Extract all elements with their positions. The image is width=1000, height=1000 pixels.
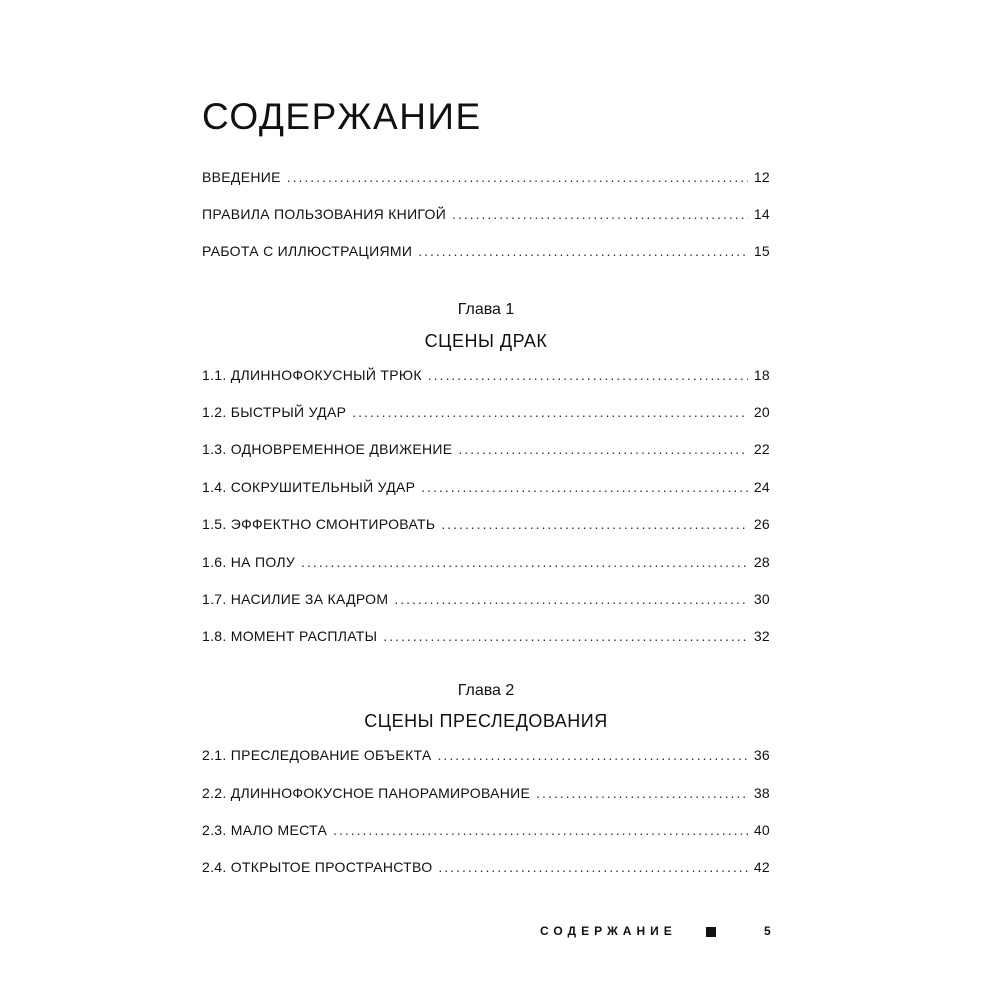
dot-leader: [301, 554, 748, 570]
toc-entry-1-6[interactable]: [202, 554, 770, 576]
dot-leader: [452, 206, 748, 222]
toc-entry-1-8[interactable]: [202, 628, 770, 650]
toc-entry-page: 22: [753, 441, 770, 457]
toc-entry-page: 40: [753, 822, 770, 838]
toc-entry-intro[interactable]: [202, 169, 770, 191]
toc-entry-1-3[interactable]: [202, 441, 770, 463]
dot-leader: [438, 747, 748, 763]
toc-entry-page: 28: [753, 554, 770, 570]
toc-entry-page: 32: [753, 628, 770, 644]
toc-entry-1-4[interactable]: [202, 479, 770, 501]
toc-entry-page: 18: [753, 367, 770, 383]
dot-leader: [352, 404, 748, 420]
chapter-2-title[interactable]: СЦЕНЫ ПРЕСЛЕДОВАНИЯ: [364, 711, 608, 731]
toc-entry-label: ПРАВИЛА ПОЛЬЗОВАНИЯ КНИГОЙ: [202, 206, 447, 222]
toc-entry-label: 2.3. МАЛО МЕСТА: [202, 822, 328, 838]
toc-entry-label: 1.8. МОМЕНТ РАСПЛАТЫ: [202, 628, 378, 644]
toc-entry-label: 1.6. НА ПОЛУ: [202, 554, 296, 570]
page-title: СОДЕРЖАНИЕ: [202, 96, 482, 137]
toc-entry-page: 12: [753, 169, 770, 185]
toc-entry-label: 2.4. ОТКРЫТОЕ ПРОСТРАНСТВО: [202, 859, 433, 875]
toc-entry-page: 30: [753, 591, 770, 607]
toc-entry-page: 24: [753, 479, 770, 495]
toc-entry-page: 14: [753, 206, 770, 222]
dot-leader: [421, 479, 748, 495]
toc-entry-2-3[interactable]: [202, 822, 770, 844]
toc-entry-label: 2.2. ДЛИННОФОКУСНОЕ ПАНОРАМИРОВАНИЕ: [202, 785, 531, 801]
toc-entry-2-1[interactable]: [202, 747, 770, 769]
toc-entry-page: 26: [753, 516, 770, 532]
toc-entry-label: 1.3. ОДНОВРЕМЕННОЕ ДВИЖЕНИЕ: [202, 441, 453, 457]
toc-entry-label: 1.2. БЫСТРЫЙ УДАР: [202, 404, 347, 420]
chapter-1-number: Глава 1: [457, 301, 515, 318]
dot-leader: [383, 628, 747, 644]
toc-entry-1-2[interactable]: [202, 404, 770, 426]
toc-entry-page: 42: [753, 859, 770, 875]
toc-entry-illustrations[interactable]: [202, 243, 770, 265]
toc-entry-page: 36: [753, 747, 770, 763]
toc-entry-label: 2.1. ПРЕСЛЕДОВАНИЕ ОБЪЕКТА: [202, 747, 432, 763]
dot-leader: [441, 516, 747, 532]
dot-leader: [394, 591, 747, 607]
toc-entry-1-5[interactable]: [202, 516, 770, 538]
dot-leader: [458, 441, 747, 457]
toc-entry-label: 1.7. НАСИЛИЕ ЗА КАДРОМ: [202, 591, 389, 607]
toc-entry-label: 1.1. ДЛИННОФОКУСНЫЙ ТРЮК: [202, 367, 422, 383]
dot-leader: [428, 367, 748, 383]
page-number: 5: [764, 924, 771, 938]
toc-entry-label: РАБОТА С ИЛЛЮСТРАЦИЯМИ: [202, 243, 413, 259]
toc-entry-1-7[interactable]: [202, 591, 770, 613]
dot-leader: [333, 822, 748, 838]
chapter-2-number: Глава 2: [457, 682, 515, 699]
dot-leader: [438, 859, 747, 875]
chapter-1-title[interactable]: СЦЕНЫ ДРАК: [424, 331, 548, 351]
toc-entry-page: 38: [753, 785, 770, 801]
running-footer-title: СОДЕРЖАНИЕ: [540, 924, 677, 938]
toc-entry-label: 1.5. ЭФФЕКТНО СМОНТИРОВАТЬ: [202, 516, 436, 532]
toc-entry-label: ВВЕДЕНИЕ: [202, 169, 281, 185]
toc-entry-label: 1.4. СОКРУШИТЕЛЬНЫЙ УДАР: [202, 479, 416, 495]
toc-entry-rules[interactable]: [202, 206, 770, 228]
toc-entry-1-1[interactable]: [202, 367, 770, 389]
toc-entry-page: 20: [753, 404, 770, 420]
dot-leader: [287, 169, 748, 185]
dot-leader: [418, 243, 748, 259]
toc-entry-2-4[interactable]: [202, 859, 770, 881]
square-bullet-icon: [706, 927, 716, 937]
dot-leader: [536, 785, 748, 801]
toc-entry-page: 15: [753, 243, 770, 259]
toc-entry-2-2[interactable]: [202, 785, 770, 807]
